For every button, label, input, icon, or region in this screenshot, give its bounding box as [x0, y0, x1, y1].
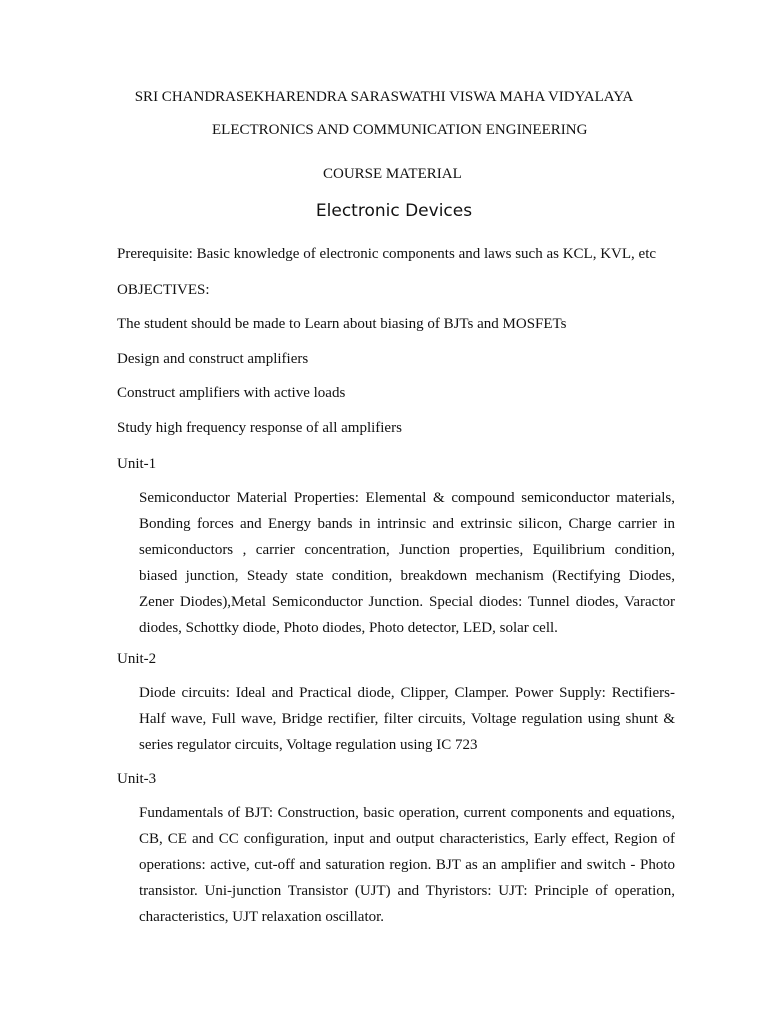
objective-item: The student should be made to Learn about biasing of BJTs and MOSFETs [117, 316, 567, 332]
unit-body: Fundamentals of BJT: Construction, basic operation, current components and equations, CB, CE and CC configuration, input and output characteristics, Early effect, Region of operations: active, cut-off and saturation region. BJT as an amplifier and switch - Photo transistor. Uni-junction Transistor (UJT) and Thyristors: UJT: Principle of operation, characteristics, UJT relaxation oscillator. [139, 805, 675, 925]
course-title: Electronic Devices [315, 201, 473, 221]
unit-body: Diode circuits: Ideal and Practical diode, Clipper, Clamper. Power Supply: Rectifiers-Half wave, Full wave, Bridge rectifier, filter circuits, Voltage regulation using shunt & series regulator circuits, Voltage regulation using IC 723 [139, 685, 675, 753]
department-name: ELECTRONICS AND COMMUNICATION ENGINEERING [212, 122, 588, 138]
objective-item: Construct amplifiers with active loads [117, 385, 346, 401]
objective-item: Study high frequency response of all amplifiers [117, 420, 402, 436]
institution-name: SRI CHANDRASEKHARENDRA SARASWATHI VISWA MAHA VIDYALAYA [134, 89, 634, 105]
unit-heading: Unit-2 [117, 651, 157, 667]
objective-item: Design and construct amplifiers [117, 351, 309, 367]
document-type: COURSE MATERIAL [323, 166, 462, 182]
unit-body: Semiconductor Material Properties: Elemental & compound semiconductor materials, Bonding forces and Energy bands in intrinsic and extrinsic silicon, Charge carrier in semiconductors , carrier concentration, Junction properties, Equilibrium condition, biased junction, Steady state condition, breakdown mechanism (Rectifying Diodes, Zener Diodes),Metal Semiconductor Junction. Special diodes: Tunnel diodes, Varactor diodes, Schottky diode, Photo diodes, Photo detector, LED, solar cell. [139, 490, 675, 636]
prerequisite-text: Prerequisite: Basic knowledge of electronic components and laws such as KCL, KVL, etc [117, 246, 657, 262]
unit-heading: Unit-3 [117, 771, 157, 787]
unit-heading: Unit-1 [117, 456, 157, 472]
objectives-heading: OBJECTIVES: [117, 282, 210, 298]
